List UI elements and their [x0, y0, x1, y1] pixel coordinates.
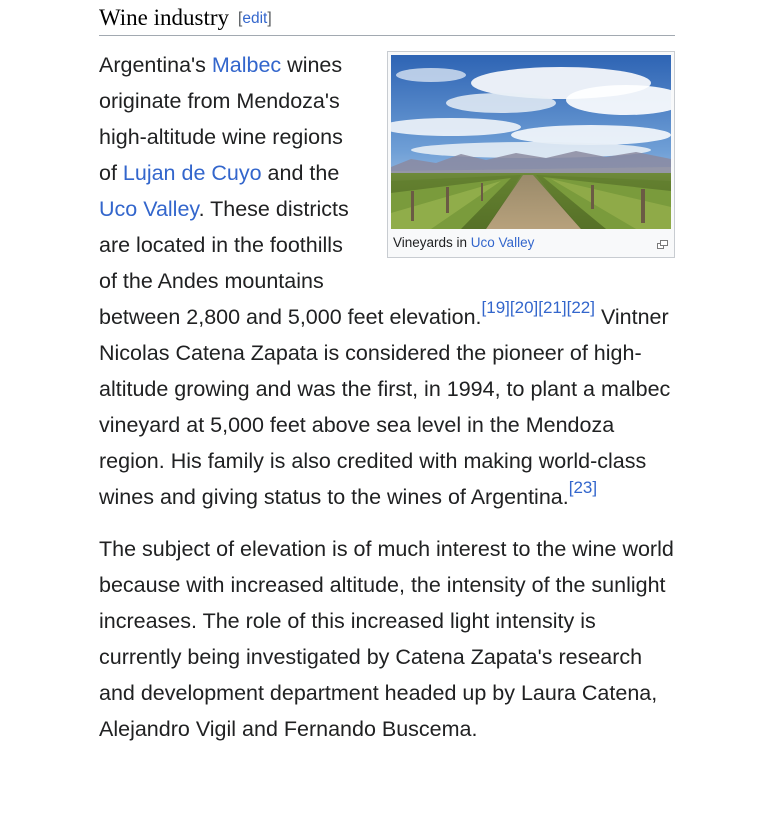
edit-bracket-open: [: [238, 10, 243, 27]
edit-bracket-close: ]: [267, 10, 272, 27]
text-run: Argentina's: [99, 53, 212, 77]
citation-20[interactable]: [20]: [509, 298, 539, 317]
enlarge-icon[interactable]: [657, 235, 668, 244]
citation-23[interactable]: [23]: [568, 478, 598, 497]
link-lujan-de-cuyo[interactable]: Lujan de Cuyo: [122, 161, 262, 185]
link-malbec[interactable]: Malbec: [211, 53, 282, 77]
citation-group: [569, 478, 597, 497]
vineyard-image[interactable]: [391, 55, 671, 229]
citation-22[interactable]: [22]: [566, 298, 595, 317]
text-run: Vintner Nicolas Catena Zapata is considered the pioneer of high-altitude growing and was the first, in 1994, to plant a malbec vineyard at 5,000 feet above sea level in the Mendoza region. His family is also credited with making world-class wines and giving status to the wines of Argentina.: [99, 305, 671, 509]
section-edit: [238, 10, 272, 27]
edit-link[interactable]: edit: [242, 10, 268, 27]
citation-19[interactable]: [19]: [481, 298, 510, 317]
citation-21[interactable]: [21]: [538, 298, 567, 317]
text-run: . These districts are located in the foothills of the Andes mountains between 2,800 and 5,000 feet elevation.: [99, 197, 482, 329]
vineyard-photo: [391, 55, 671, 229]
citation-group: [510, 298, 595, 317]
caption-text: Vineyards in: [393, 235, 471, 250]
thumbnail-caption: [391, 229, 671, 254]
paragraph-elevation: The subject of elevation is of much interest to the wine world because with increased altitude, the intensity of the sunlight increases. The role of this increased light intensity is currently being investigated by Catena Zapata's research and development department headed up by Laura Catena, Alejandro Vigil and Fernando Buscema.: [99, 537, 674, 741]
section-heading: [99, 2, 675, 36]
enlarge-icon-glyph: [657, 240, 668, 249]
article-content: [99, 47, 679, 763]
thumbnail-figure: [387, 51, 675, 258]
section-title: Wine industry: [99, 5, 230, 30]
link-uco-valley[interactable]: Uco Valley: [99, 197, 199, 221]
caption-link-uco-valley[interactable]: Uco Valley: [470, 235, 535, 250]
citation-group: [482, 298, 510, 317]
text-run: and the: [261, 161, 340, 185]
text-run: wines originate from Mendoza's high-altitude wine regions of: [99, 53, 343, 185]
